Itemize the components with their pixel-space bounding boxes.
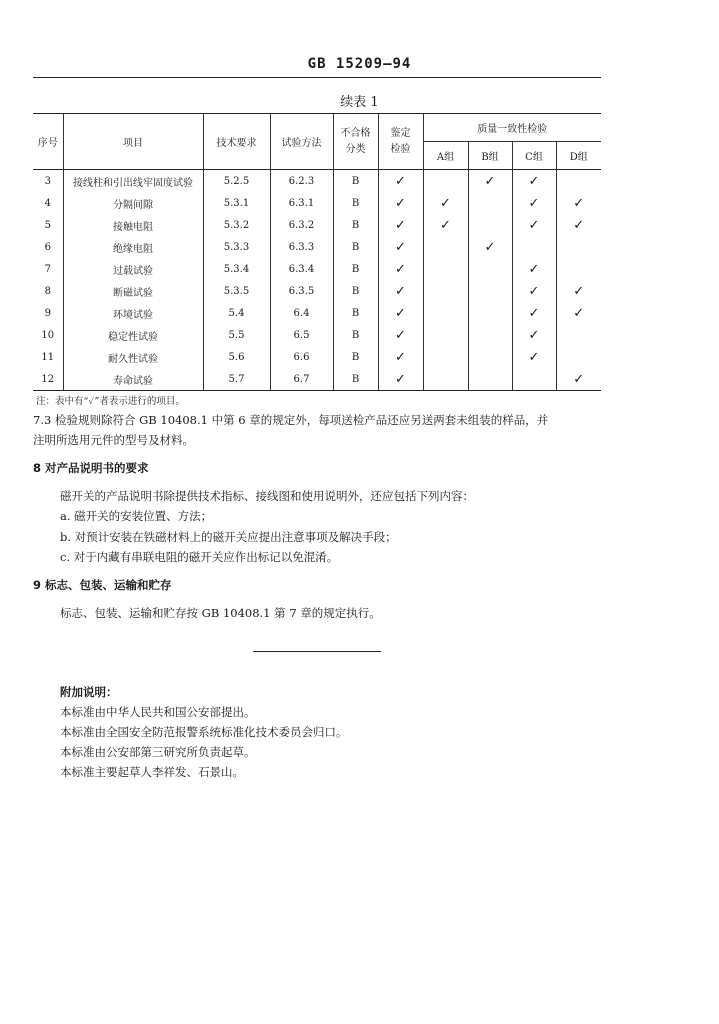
fail-class-cell: B [333, 280, 378, 302]
group-b-check [468, 192, 512, 214]
fail-class-cell: B [333, 302, 378, 324]
method-cell: 6.3.5 [270, 280, 333, 302]
req-cell: 5.3.3 [203, 236, 270, 258]
group-d-check [556, 346, 601, 368]
table-row [33, 214, 601, 236]
table-row [33, 170, 601, 193]
table-row [33, 236, 601, 258]
col-header-method: 试验方法 [270, 114, 333, 170]
fail-class-cell: B [333, 346, 378, 368]
ident-check: ✓ [378, 214, 423, 236]
item-cell: 绝缘电阻 [63, 236, 203, 258]
appendix-line-1: 本标准由中华人民共和国公安部提出。 [60, 705, 256, 719]
ident-check: ✓ [378, 346, 423, 368]
seq-cell: 6 [33, 236, 63, 258]
ident-check: ✓ [378, 324, 423, 346]
group-a-check [423, 368, 468, 391]
req-cell: 5.3.5 [203, 280, 270, 302]
section-7-3-line-1: 7.3 检验规则除符合 GB 10408.1 中第 6 章的规定外，每项送检产品还应另送两套未组装的样品，并 [33, 413, 549, 427]
group-b-check [468, 214, 512, 236]
group-c-check [512, 368, 556, 391]
group-b-check [468, 368, 512, 391]
group-d-check: ✓ [573, 217, 585, 233]
fail-class-cell: B [333, 258, 378, 280]
ident-check: ✓ [378, 258, 423, 280]
table-row [33, 302, 601, 324]
fail-class-cell: B [333, 192, 378, 214]
item-cell: 过载试验 [63, 258, 203, 280]
group-b-check [468, 324, 512, 346]
group-c-check: ✓ [512, 324, 556, 346]
col-header-quality-group: 质量一致性检验 [423, 114, 601, 142]
seq-cell: 10 [33, 324, 63, 346]
section-8-intro: 磁开关的产品说明书除提供技术指标、接线图和使用说明外，还应包括下列内容： [60, 489, 474, 503]
table-caption: 续表 1 [340, 95, 379, 110]
col-header-group-c: C组 [512, 142, 556, 170]
method-cell: 6.3.4 [270, 258, 333, 280]
item-cell: 耐久性试验 [63, 346, 203, 368]
req-cell: 5.3.2 [203, 214, 270, 236]
group-d-check [556, 258, 601, 280]
end-separator [253, 651, 381, 652]
method-cell: 6.4 [270, 302, 333, 324]
table-note: 注：表中有“✓”者表示进行的项目。 [36, 396, 185, 407]
method-cell: 6.3.1 [270, 192, 333, 214]
col-header-group-d: D组 [569, 152, 588, 163]
table-row [33, 280, 601, 302]
group-a-check [423, 280, 468, 302]
table-row [33, 192, 601, 214]
group-c-check: ✓ [512, 192, 556, 214]
item-cell: 分隔间隙 [63, 192, 203, 214]
ident-check: ✓ [378, 192, 423, 214]
fail-class-cell: B [333, 214, 378, 236]
group-c-check: ✓ [512, 170, 556, 193]
item-cell: 接线柱和引出线牢固度试验 [63, 170, 203, 193]
group-d-check [556, 236, 601, 258]
appendix-line-3: 本标准由公安部第三研究所负责起草。 [60, 745, 256, 759]
section-8-heading: 8 对产品说明书的要求 [33, 461, 149, 475]
appendix-line-2: 本标准由全国安全防范报警系统标准化技术委员会归口。 [60, 725, 348, 739]
method-cell: 6.6 [270, 346, 333, 368]
group-b-check [468, 302, 512, 324]
seq-cell: 11 [33, 346, 63, 368]
seq-cell: 3 [33, 170, 63, 193]
fail-class-cell: B [333, 236, 378, 258]
col-header-ident [378, 114, 423, 170]
group-d-check: ✓ [573, 371, 585, 387]
group-a-check [423, 324, 468, 346]
table-row [33, 368, 601, 391]
ident-label: 鉴定检验 [390, 127, 411, 155]
req-cell: 5.3.1 [203, 192, 270, 214]
group-a-check [423, 258, 468, 280]
ident-check: ✓ [378, 236, 423, 258]
ident-check: ✓ [378, 170, 423, 193]
standard-number-header: GB 15209—94 [307, 56, 412, 72]
table-body [33, 170, 601, 391]
item-cell: 接触电阻 [63, 214, 203, 236]
col-header-req: 技术要求 [203, 114, 270, 170]
group-c-check: ✓ [512, 258, 556, 280]
seq-cell: 4 [33, 192, 63, 214]
group-a-check [423, 170, 468, 193]
seq-cell: 7 [33, 258, 63, 280]
req-cell: 5.7 [203, 368, 270, 391]
section-8-item-b: b. 对预计安装在铁磁材料上的磁开关应提出注意事项及解决手段； [60, 530, 397, 544]
group-a-check: ✓ [423, 192, 468, 214]
req-cell: 5.2.5 [203, 170, 270, 193]
section-8-item-c: c. 对于内藏有串联电阻的磁开关应作出标记以免混淆。 [60, 550, 339, 564]
req-cell: 5.4 [203, 302, 270, 324]
seq-cell: 9 [33, 302, 63, 324]
group-a-check: ✓ [423, 214, 468, 236]
group-b-check [468, 280, 512, 302]
ident-check: ✓ [378, 368, 423, 391]
group-d-check [556, 324, 601, 346]
col-header-seq: 序号 [33, 114, 63, 170]
method-cell: 6.5 [270, 324, 333, 346]
ident-check: ✓ [378, 280, 423, 302]
method-cell: 6.3.3 [270, 236, 333, 258]
group-b-check [468, 346, 512, 368]
group-a-check [423, 302, 468, 324]
appendix-title: 附加说明： [60, 685, 118, 699]
test-items-table [33, 113, 601, 391]
method-cell: 6.3.2 [270, 214, 333, 236]
section-7-3-line-2: 注明所选用元件的型号及材料。 [33, 433, 194, 447]
seq-cell: 8 [33, 280, 63, 302]
req-cell: 5.3.4 [203, 258, 270, 280]
group-d-check [556, 170, 601, 193]
seq-cell: 5 [33, 214, 63, 236]
section-8-item-a: a. 磁开关的安装位置、方法； [60, 509, 213, 523]
group-d-check: ✓ [573, 283, 585, 299]
col-header-fail-class [333, 114, 378, 170]
group-c-check: ✓ [512, 302, 556, 324]
table-row [33, 346, 601, 368]
group-b-check: ✓ [468, 170, 512, 193]
section-9-body: 标志、包装、运输和贮存按 GB 10408.1 第 7 章的规定执行。 [60, 606, 381, 620]
item-cell: 稳定性试验 [63, 324, 203, 346]
group-d-check: ✓ [573, 195, 585, 211]
group-a-check [423, 236, 468, 258]
header-rule [33, 77, 601, 78]
method-cell: 6.2.3 [270, 170, 333, 193]
col-header-group-b: B组 [468, 142, 512, 170]
group-c-check: ✓ [512, 346, 556, 368]
group-c-check: ✓ [512, 214, 556, 236]
fail-class-label: 不合格分类 [340, 127, 371, 155]
seq-cell: 12 [33, 368, 63, 391]
appendix-line-4: 本标准主要起草人李祥发、石景山。 [60, 765, 244, 779]
group-d-check: ✓ [573, 305, 585, 321]
item-cell: 环境试验 [63, 302, 203, 324]
fail-class-cell: B [333, 170, 378, 193]
item-cell: 断磁试验 [63, 280, 203, 302]
col-header-group-a: A组 [423, 142, 468, 170]
fail-class-cell: B [333, 324, 378, 346]
group-c-check [512, 236, 556, 258]
method-cell: 6.7 [270, 368, 333, 391]
fail-class-cell: B [333, 368, 378, 391]
req-cell: 5.6 [203, 346, 270, 368]
ident-check: ✓ [378, 302, 423, 324]
group-a-check [423, 346, 468, 368]
group-c-check: ✓ [512, 280, 556, 302]
group-b-check: ✓ [468, 236, 512, 258]
col-header-item: 项目 [63, 114, 203, 170]
group-b-check [468, 258, 512, 280]
section-9-heading: 9 标志、包装、运输和贮存 [33, 578, 172, 592]
item-cell: 寿命试验 [63, 368, 203, 391]
table-row [33, 258, 601, 280]
table-row [33, 324, 601, 346]
req-cell: 5.5 [203, 324, 270, 346]
